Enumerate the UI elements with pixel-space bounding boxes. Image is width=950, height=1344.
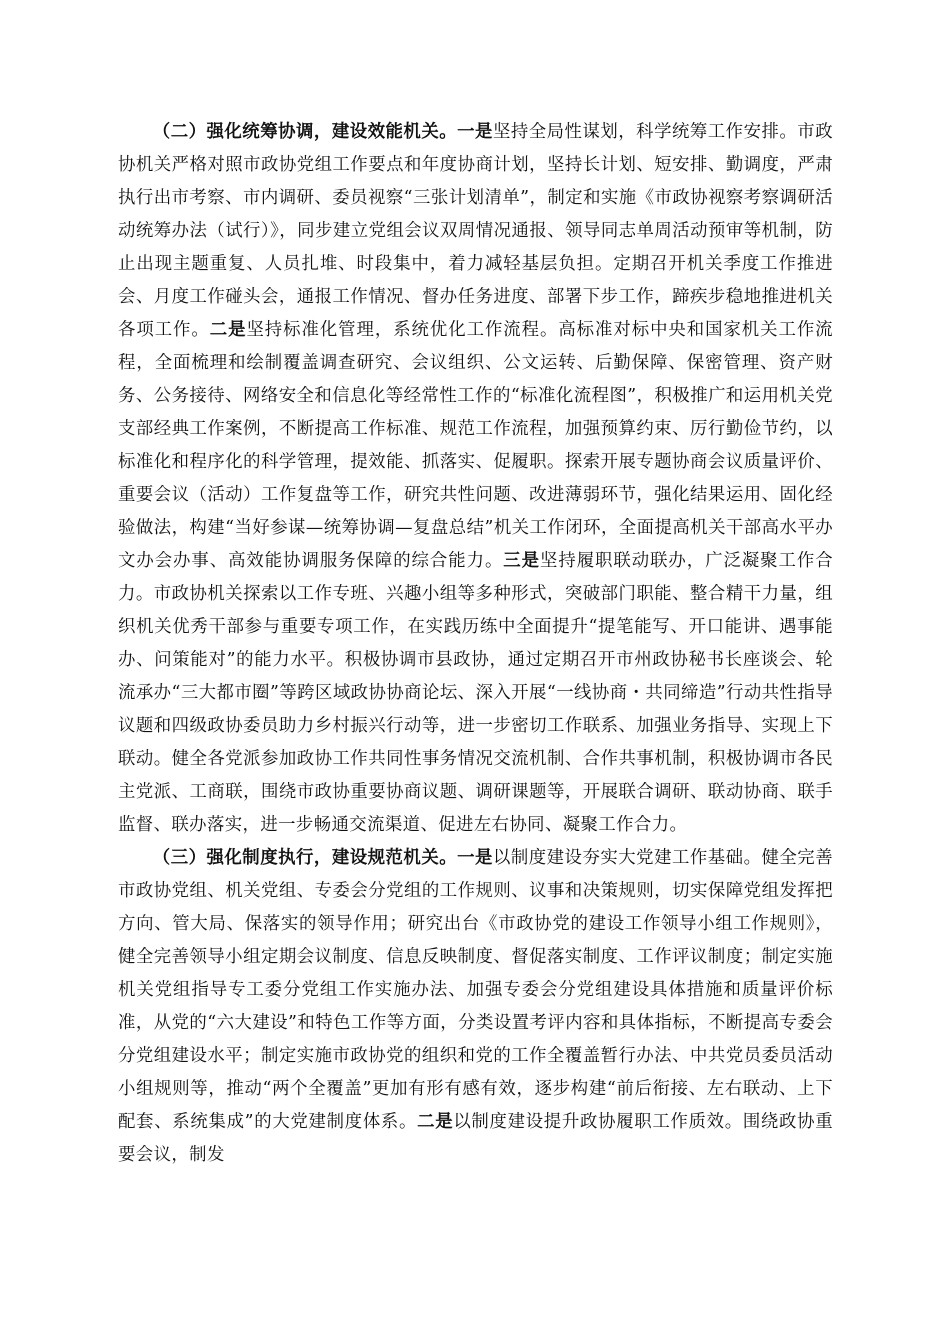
- point-marker: 三是: [503, 551, 540, 571]
- point-marker: 一是: [457, 122, 493, 142]
- paragraph-standard-organ: [118, 842, 833, 1172]
- body-text: 坚持履职联动联办，广泛凝聚工作合力。市政协机关探索以工作专班、兴趣小组等多种形式，突破部门职能、整合精干力量，组织机关优秀干部参与重要专项工作，在实践历练中全面提升“提笔能写、开口能讲、遇事能办、问策能对”的能力水平。积极协调市县政协，通过定期召开市州政协秘书长座谈会、轮流承办“三大都市圈”等跨区域政协协商论坛、深入开展“一线协商・共同缔造”行动共性指导议题和四级政协委员助力乡村振兴行动等，进一步密切工作联系、加强业务指导、实现上下联动。健全各党派参加政协工作共同性事务情况交流机制、合作共事机制，积极协调市各民主党派、工商联，围绕市政协重要协商议题、调研课题等，开展联合调研、联动协商、联手监督、联办落实，进一步畅通交流渠道、促进左右协同、凝聚工作合力。: [118, 551, 833, 835]
- section-heading: （二）强化统筹协调，建设效能机关。: [152, 122, 458, 142]
- paragraph-efficiency-organ: [118, 116, 833, 842]
- document-page: [118, 116, 833, 1172]
- section-heading: （三）强化制度执行，建设规范机关。: [152, 848, 458, 868]
- point-marker: 二是: [417, 1112, 454, 1132]
- point-marker: 二是: [209, 320, 247, 340]
- body-text: 以制度建设提升政协履职工作质效。围绕政协重要会议，制发: [118, 1112, 833, 1165]
- body-text: 以制度建设夯实大党建工作基础。健全完善市政协党组、机关党组、专委会分党组的工作规则、议事和决策规则，切实保障党组发挥把方向、管大局、保落实的领导作用；研究出台《市政协党的建设工作领导小组工作规则》，健全完善领导小组定期会议制度、信息反映制度、督促落实制度、工作评议制度；制定实施机关党组指导专工委分党组工作实施办法、加强专委会分党组建设具体措施和质量评价标准，从党的“六大建设”和特色工作等方面，分类设置考评内容和具体指标，不断提高专委会分党组建设水平；制定实施市政协党的组织和党的工作全覆盖暂行办法、中共党员委员活动小组规则等，推动“两个全覆盖”更加有形有感有效，逐步构建“前后衔接、左右联动、上下配套、系统集成”的大党建制度体系。: [118, 848, 833, 1132]
- body-text: 坚持全局性谋划，科学统筹工作安排。市政协机关严格对照市政协党组工作要点和年度协商计划，坚持长计划、短安排、勤调度，严肃执行出市考察、市内调研、委员视察“三张计划清单”，制定和实施《市政协视察考察调研活动统筹办法（试行）》，同步建立党组会议双周情况通报、领导同志单周活动预审等机制，防止出现主题重复、人员扎堆、时段集中，着力减轻基层负担。定期召开机关季度工作推进会、月度工作碰头会，通报工作情况、督办任务进度、部署下步工作，蹄疾步稳地推进机关各项工作。: [118, 122, 833, 340]
- point-marker: 一是: [457, 848, 493, 868]
- body-text: 坚持标准化管理，系统优化工作流程。高标准对标中央和国家机关工作流程，全面梳理和绘制覆盖调查研究、会议组织、公文运转、后勤保障、保密管理、资产财务、公务接待、网络安全和信息化等经常性工作的“标准化流程图”，积极推广和运用机关党支部经典工作案例，不断提高工作标准、规范工作流程，加强预算约束、厉行勤俭节约，以标准化和程序化的科学管理，提效能、抓落实、促履职。探索开展专题协商会议质量评价、重要会议（活动）工作复盘等工作，研究共性问题、改进薄弱环节，强化结果运用、固化经验做法，构建“当好参谋—统筹协调—复盘总结”机关工作闭环，全面提高机关干部高水平办文办会办事、高效能协调服务保障的综合能力。: [118, 320, 833, 571]
